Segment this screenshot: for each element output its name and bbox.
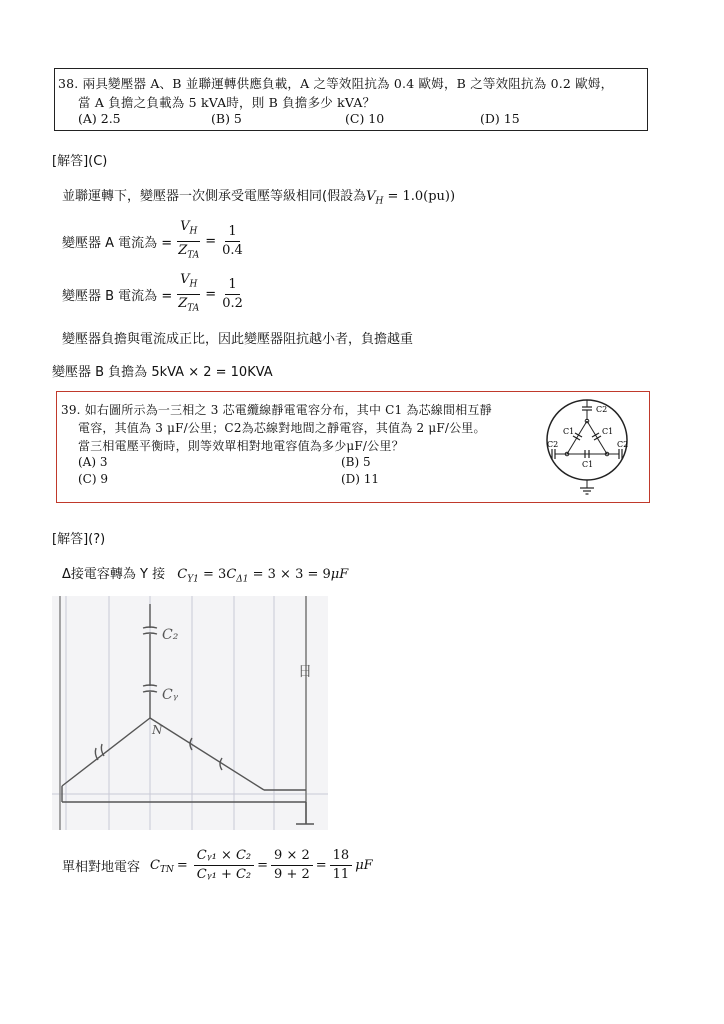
a39-line1-sub: Y1 — [187, 574, 199, 585]
fig-cap-plate — [575, 433, 582, 437]
sketch-label-n: N — [152, 723, 163, 737]
q38-option-a: (A) 2.5 — [78, 111, 121, 126]
fig-wire — [567, 421, 587, 454]
a39-final-den1: Cᵧ₁ + C₂ — [196, 867, 252, 882]
a39-final-unit: μF — [355, 858, 373, 873]
a39-final-frac3 — [330, 848, 353, 883]
sketch-label-ground-symbol: 日 — [298, 664, 312, 680]
a38-a-num2: 1 — [225, 224, 239, 242]
a39-line1-text: Δ接電容轉為 Y 接 — [62, 567, 166, 582]
q38-option-d: (D) 15 — [480, 111, 520, 126]
a38-b-equals: = — [205, 286, 217, 302]
q38-option-c: (C) 10 — [345, 111, 385, 126]
a39-line1-sub2: Δ1 — [236, 574, 249, 585]
q38-line1: 38. 兩具變壓器 A、B 並聯運轉供應負載，A 之等效阻抗為 0.4 歐姆，B 之等效阻抗為 0.2 歐姆， — [58, 76, 614, 91]
a39-line1-tail: = 3 × 3 = 9 — [248, 567, 331, 582]
sketch-label-c2: C₂ — [162, 627, 179, 643]
a39-final-frac2 — [271, 848, 313, 883]
answer-39-line1 — [62, 563, 348, 585]
a38-formula-b-frac2 — [219, 277, 246, 312]
answer-38-label: [解答](C) — [52, 154, 108, 169]
q39-option-d: (D) 11 — [341, 472, 380, 486]
q39-option-c: (C) 9 — [78, 472, 108, 486]
a39-final-text: 單相對地電容 — [62, 860, 141, 875]
answer-38-line5: 變壓器 B 負擔為 5kVA × 2 = 10KVA — [52, 365, 273, 380]
q39-line3: 當三相電壓平衡時，則等效單相對地電容值為多少μF/公里？ — [78, 439, 404, 453]
a38-a-num-sub: H — [189, 226, 198, 237]
q38-option-b: (B) 5 — [211, 111, 242, 126]
a38-formula-a-frac1 — [175, 219, 202, 263]
sketch-paper — [52, 596, 328, 830]
a38-b-num-var: V — [180, 272, 190, 287]
a38-b-den-var: Z — [178, 295, 188, 311]
answer-39-label: [解答](?) — [52, 532, 106, 547]
a38-formula-a-frac2 — [219, 224, 246, 259]
a39-final-frac1 — [194, 848, 254, 883]
a38-b-num2: 1 — [225, 277, 239, 295]
q38-line2: 當 A 負擔之負載為 5 kVA時，則 B 負擔多少 kVA？ — [78, 95, 376, 110]
a38-line1-tail: = 1.0(pu)) — [383, 189, 456, 204]
fig-label-c2-top: C2 — [596, 405, 608, 414]
a39-final-den2: 9 + 2 — [274, 867, 310, 882]
a38-a-den-sub: TA — [187, 250, 200, 261]
a38-b-den2: 0.2 — [222, 295, 243, 311]
fig-label-c1-right: C1 — [602, 427, 614, 436]
answer-38-line4: 變壓器負擔與電流成正比，因此變壓器阻抗越小者，負擔越重 — [62, 332, 414, 347]
fig-label-c1-bottom: C1 — [582, 460, 594, 469]
a39-line1-var2: C — [226, 567, 237, 582]
a39-line1-unit: μF — [330, 567, 349, 582]
a38-a-den-var: Z — [178, 242, 188, 258]
a39-final-num1: Cᵧ₁ × C₂ — [194, 848, 254, 866]
a39-line1-mid: = 3 — [198, 567, 227, 582]
fig-label-c2-right: C2 — [617, 440, 629, 449]
a38-formula-b-text: 變壓器 B 電流為 = — [62, 288, 173, 304]
a38-a-num-var: V — [180, 219, 190, 234]
handwritten-sketch — [52, 596, 328, 830]
answer-38-formula-b — [62, 272, 249, 316]
fig-cap-plate — [573, 436, 580, 440]
fig-label-c1-left: C1 — [563, 427, 575, 436]
answer-38-formula-a — [62, 219, 249, 263]
a39-final-lhs: C — [150, 858, 160, 873]
q39-line1: 39. 如右圖所示為一三相之 3 芯電纜線靜電電容分布，其中 C1 為芯線間相互靜 — [61, 403, 492, 417]
fig-cap-plate — [592, 433, 599, 437]
a38-a-equals: = — [205, 233, 217, 249]
a39-final-den3: 11 — [332, 867, 350, 882]
a38-line1-text: 並聯運轉下，變壓器一次側承受電壓等級相同(假設為 — [62, 189, 367, 204]
fig-label-c2-left: C2 — [547, 440, 559, 449]
a39-final-num3: 18 — [330, 848, 353, 866]
a39-final-lhs-sub: TN — [159, 864, 174, 875]
a38-a-den2: 0.4 — [222, 242, 243, 258]
q39-option-b: (B) 5 — [341, 455, 371, 469]
a38-line1-sub: H — [375, 196, 384, 207]
a38-formula-b-frac1 — [175, 272, 202, 316]
answer-38-line1 — [62, 185, 455, 207]
q39-option-a: (A) 3 — [78, 455, 108, 469]
answer-39-final-formula: 單相對地電容 C $_{TN}$ = $\frac{\text{Cᵧ₁ × C₂}}{\text{Cᵧ₁ + C₂}}$ = $\frac{9 \times 2}{9 + 2}$ = $\frac{18}{11}$ μF — [62, 848, 373, 882]
a38-b-den-sub: TA — [187, 303, 200, 314]
a38-b-num-sub: H — [189, 279, 198, 290]
a38-formula-a-text: 變壓器 A 電流為 = — [62, 235, 173, 251]
fig-wire — [587, 421, 607, 454]
a38-line1-var: V — [366, 189, 376, 204]
a39-final-num2: 9 × 2 — [271, 848, 313, 866]
a39-line1-var: C — [177, 567, 188, 582]
sketch-label-cy: Cᵧ — [162, 687, 178, 703]
q39-line2: 電容，其值為 3 μF/公里；C2為芯線對地間之靜電容，其值為 2 μF/公里。 — [78, 421, 486, 435]
fig-cap-plate — [594, 436, 601, 440]
cable-capacitance-figure — [545, 394, 645, 498]
